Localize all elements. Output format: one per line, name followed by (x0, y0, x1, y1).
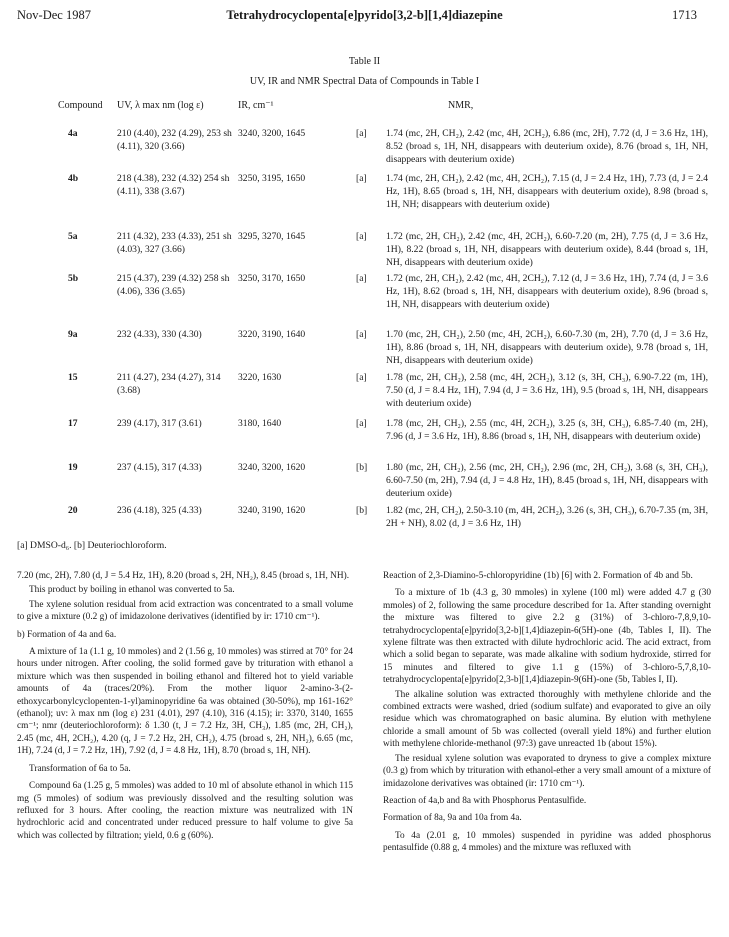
compound-id: 5b (68, 273, 79, 284)
running-header-date: Nov-Dec 1987 (17, 8, 91, 22)
column-header-uv: UV, λ max nm (log ε) (117, 100, 204, 111)
uv-data: 232 (4.33), 330 (4.30) (117, 329, 202, 340)
uv-data: 218 (4.38), 232 (4.32) 254 sh (4.11), 338 (3.67) (117, 173, 230, 197)
compound-id: 15 (68, 372, 78, 383)
solvent-marker: [a] (356, 231, 367, 242)
ir-data: 3240, 3200, 1620 (238, 462, 306, 473)
nmr-data: 1.74 (mc, 2H, CH₂), 2.42 (mc, 4H, 2CH₂), 6.86 (mc, 2H), 7.72 (d, J = 3.6 Hz, 1H), 8.52 (broad s, 1H, NH, disappears with deuterium oxide), 8.76 (broad s, 1H, NH, disappears with deuterium oxide) (386, 128, 708, 165)
paragraph: To 4a (2.01 g, 10 mmoles) suspended in pyridine was added phosphorus pentasulfide (0.88 g, 4 mmoles) and the mixture was refluxed with (383, 830, 711, 854)
ir-data: 3250, 3195, 1650 (238, 173, 306, 184)
compound-id: 4a (68, 128, 78, 139)
solvent-marker: [a] (356, 418, 367, 429)
uv-data: 211 (4.32), 233 (4.33), 251 sh (4.03), 327 (3.66) (117, 231, 232, 255)
ir-data: 3220, 3190, 1640 (238, 329, 306, 340)
paragraph: This product by boiling in ethanol was converted to 5a. (29, 585, 235, 596)
solvent-marker: [b] (356, 462, 368, 473)
nmr-data: 1.74 (mc, 2H, CH₂), 2.42 (mc, 4H, 2CH₂), 7.15 (d, J = 2.4 Hz, 1H), 7.73 (d, J = 2.4 Hz, 1H), 8.65 (broad s, 1H, NH, disappears with deuterium oxide), 8.98 (broad s, 1H, NH; disappears with deuterium oxide) (386, 173, 708, 210)
column-header-nmr: NMR, (448, 100, 474, 111)
section-heading: b) Formation of 4a and 6a. (17, 629, 117, 640)
uv-data: 237 (4.15), 317 (4.33) (117, 462, 202, 473)
column-header-ir: IR, cm⁻¹ (238, 100, 274, 111)
compound-id: 20 (68, 505, 78, 516)
nmr-data: 1.82 (mc, 2H, CH₂), 2.50-3.10 (m, 4H, 2CH₂), 3.26 (s, 3H, CH₃), 6.70-7.35 (m, 3H, 2H + NH), 8.02 (d, J = 3.6 Hz, 1H) (386, 505, 708, 529)
section-heading: Transformation of 6a to 5a. (29, 763, 131, 774)
ir-data: 3240, 3200, 1645 (238, 128, 306, 139)
paragraph: The residual xylene solution was evaporated to dryness to give a complex mixture (0.3 g) from which by trituration with ethanol-ether a very small amount of a mixture of imidazolone derivatives was obtained (ir: 1710 cm⁻¹). (383, 753, 711, 789)
page-number: 1713 (672, 8, 697, 22)
table-footnote: [a] DMSO-d₆. [b] Deuteriochloroform. (17, 540, 167, 551)
nmr-data: 1.72 (mc, 2H, CH₂), 2.42 (mc, 4H, 2CH₂), 6.60-7.20 (m, 2H), 7.75 (d, J = 3.6 Hz, 1H), 8.22 (broad s, 1H, NH, disappears with deuterium oxide), 8.44 (broad s, 1H, NH, disappears with deuterium oxide) (386, 231, 708, 268)
compound-id: 19 (68, 462, 78, 473)
section-heading: Reaction of 4a,b and 8a with Phosphorus Pentasulfide. (383, 795, 587, 806)
uv-data: 215 (4.37), 239 (4.32) 258 sh (4.06), 336 (3.65) (117, 273, 230, 297)
right-text-column (383, 570, 711, 857)
compound-id: 4b (68, 173, 79, 184)
paragraph: To a mixture of 1b (4.3 g, 30 mmoles) in xylene (100 ml) were added 4.7 g (30 mmoles) of 2, following the same procedure described for 1a. After standing overnight the mixture was filtered to give 2.2 g (31%) of 3-chloro-7,8,9,10-tetrahydrocyclopenta[e]pyrido[3,2-b][1,4]diazepin-6(5H)-one (4b, Tables I, II). The xylene filtrate was then extracted with dilute hydrochloric acid. The acid extract, from which a solid began to separate, was made alkaline with sodium hydroxide, stirred for 15 minutes and filtered to give 1.1 g (15%) of 3-chloro-5,7,8,10-tetrahydrocyclopenta[e]pyrido[2,3-b][1,4]diazepin-9(6H)-one (5b, Tables I, II). (383, 588, 711, 686)
uv-data: 210 (4.40), 232 (4.29), 253 sh (4.11), 320 (3.66) (117, 128, 232, 152)
solvent-marker: [a] (356, 372, 367, 383)
nmr-data: 1.70 (mc, 2H, CH₂), 2.50 (mc, 4H, 2CH₂), 6.60-7.30 (m, 2H), 7.70 (d, J = 3.6 Hz, 1H), 8.86 (broad s, 1H, NH, disappears with deuterium oxide), 9.78 (broad s, 1H, NH, disappears with deuterium oxide) (386, 329, 708, 366)
nmr-data: 1.72 (mc, 2H, CH₂), 2.42 (mc, 4H, 2CH₂), 7.12 (d, J = 3.6 Hz, 1H), 7.74 (d, J = 3.6 Hz, 1H), 8.62 (broad s, 1H, NH, disappears with deuterium oxide), 8.96 (broad s, 1H, NH, disappears with deuterium oxide) (386, 273, 708, 310)
ir-data: 3240, 3190, 1620 (238, 505, 306, 516)
uv-data: 211 (4.27), 234 (4.27), 314 (3.68) (117, 372, 221, 396)
paragraph: The xylene solution residual from acid extraction was concentrated to a small volume to give a mixture (0.2 g) of imidazolone derivatives (identified by ir: 1710 cm⁻¹). (17, 599, 353, 623)
left-text-column (17, 570, 353, 844)
ir-data: 3220, 1630 (238, 372, 282, 383)
nmr-data: 1.80 (mc, 2H, CH₂), 2.56 (mc, 2H, CH₂), 2.96 (mc, 2H, CH₂), 3.68 (s, 3H, CH₃), 6.60-7.50 (m, 2H), 7.94 (d, J = 4.8 Hz, 1H), 8.45 (broad s, 1H, NH, disappears with deuterium oxide) (386, 462, 708, 499)
solvent-marker: [a] (356, 273, 367, 284)
nmr-data: 1.78 (mc, 2H, CH₂), 2.55 (mc, 4H, 2CH₂), 3.25 (s, 3H, CH₃), 6.85-7.40 (m, 2H), 7.96 (d, J = 3.6 Hz, 1H), 8.86 (broad s, 1H, NH, disappears with deuterium oxide) (386, 418, 708, 442)
ir-data: 3295, 3270, 1645 (238, 231, 306, 242)
compound-id: 9a (68, 329, 78, 340)
solvent-marker: [b] (356, 505, 368, 516)
solvent-marker: [a] (356, 329, 367, 340)
paragraph: The alkaline solution was extracted thoroughly with methylene chloride and the combined extracts were washed, dried (sodium sulfate) and evaporated to give an oily residue which was chromatographed on basic alumina. By elution with methylene chloride a small amount of 5b was collected (overall yield 18%) and further elution with methylene chloride-methanol (97:3) gave unreacted 1b (about 15%). (383, 689, 711, 750)
compound-id: 5a (68, 231, 78, 242)
running-header-title: Tetrahydrocyclopenta[e]pyrido[3,2-b][1,4]diazepine (226, 8, 503, 22)
solvent-marker: [a] (356, 128, 367, 139)
table-subtitle: UV, IR and NMR Spectral Data of Compounds in Table I (249, 76, 480, 87)
column-header-compound: Compound (58, 100, 103, 111)
uv-data: 236 (4.18), 325 (4.33) (117, 505, 202, 516)
section-heading: Reaction of 2,3-Diamino-5-chloropyridine (1b) [6] with 2. Formation of 4b and 5b. (383, 571, 693, 581)
ir-data: 3250, 3170, 1650 (238, 273, 306, 284)
ir-data: 3180, 1640 (238, 418, 282, 429)
paragraph: Compound 6a (1.25 g, 5 mmoles) was added to 10 ml of absolute ethanol in which 115 mg (5 mmoles) of sodium was previously dissolved and the resulting solution was refluxed for 3 hours. After cooling, the reaction mixture was neutralized with 1N hydrochloric acid and concentrated under reduced pressure to half volume to give 5a which was collected by filtration; yield, 0.6 g (60%). (17, 781, 353, 841)
compound-id: 17 (68, 418, 78, 429)
paragraph: A mixture of 1a (1.1 g, 10 mmoles) and 2 (1.56 g, 10 mmoles) was stirred at 70° for 24 hours under nitrogen. After cooling, the solid formed gave by trituration with ethanol a mixture which was then suspended in boiling ethanol and filtered hot to yield variable amounts of 4a (traces/20%). From the mother liquor 2-amino-3-(2-ethoxycarbonylcyclopenten-1-yl)aminopyridine 6a was obtained (30-50%), mp 161-162° (ethanol); uv: λ max nm (log ε) 231 (4.01), 297 (4.10), 316 (4.15); ir: 3370, 3140, 1655 cm⁻¹; nmr (deuteriochloroform): δ 1.30 (t, J = 7.2 Hz, 3H, CH₃), 1.85 (mc, 2H, CH₂), 2.45 (mc, 4H, 2CH₂), 4.20 (q, J = 7.2 Hz, 2H, CH₂), 4.75 (broad s, 2H, NH₂), 6.65 (mc, 1H), 7.24 (d, J = 7.2 Hz, 1H), 7.92 (d, J = 4.8 Hz, 1H), 8.70 (broad s, 1H, NH). (17, 647, 353, 757)
table-title: Table II (348, 56, 381, 67)
uv-data: 239 (4.17), 317 (3.61) (117, 418, 202, 429)
nmr-data: 1.78 (mc, 2H, CH₂), 2.58 (mc, 4H, 2CH₂), 3.12 (s, 3H, CH₃), 6.90-7.22 (m, 1H), 7.50 (d, J = 8.4 Hz, 1H), 7.94 (d, J = 3.6 Hz, 1H), 9.5 (broad s, 1H, NH, disappears with deuterium oxide) (386, 372, 708, 409)
paragraph: 7.20 (mc, 2H), 7.80 (d, J = 5.4 Hz, 1H), 8.20 (broad s, 2H, NH₂), 8.45 (broad s, 1H, NH). (17, 571, 350, 581)
solvent-marker: [a] (356, 173, 367, 184)
section-heading: Formation of 8a, 9a and 10a from 4a. (383, 813, 522, 824)
